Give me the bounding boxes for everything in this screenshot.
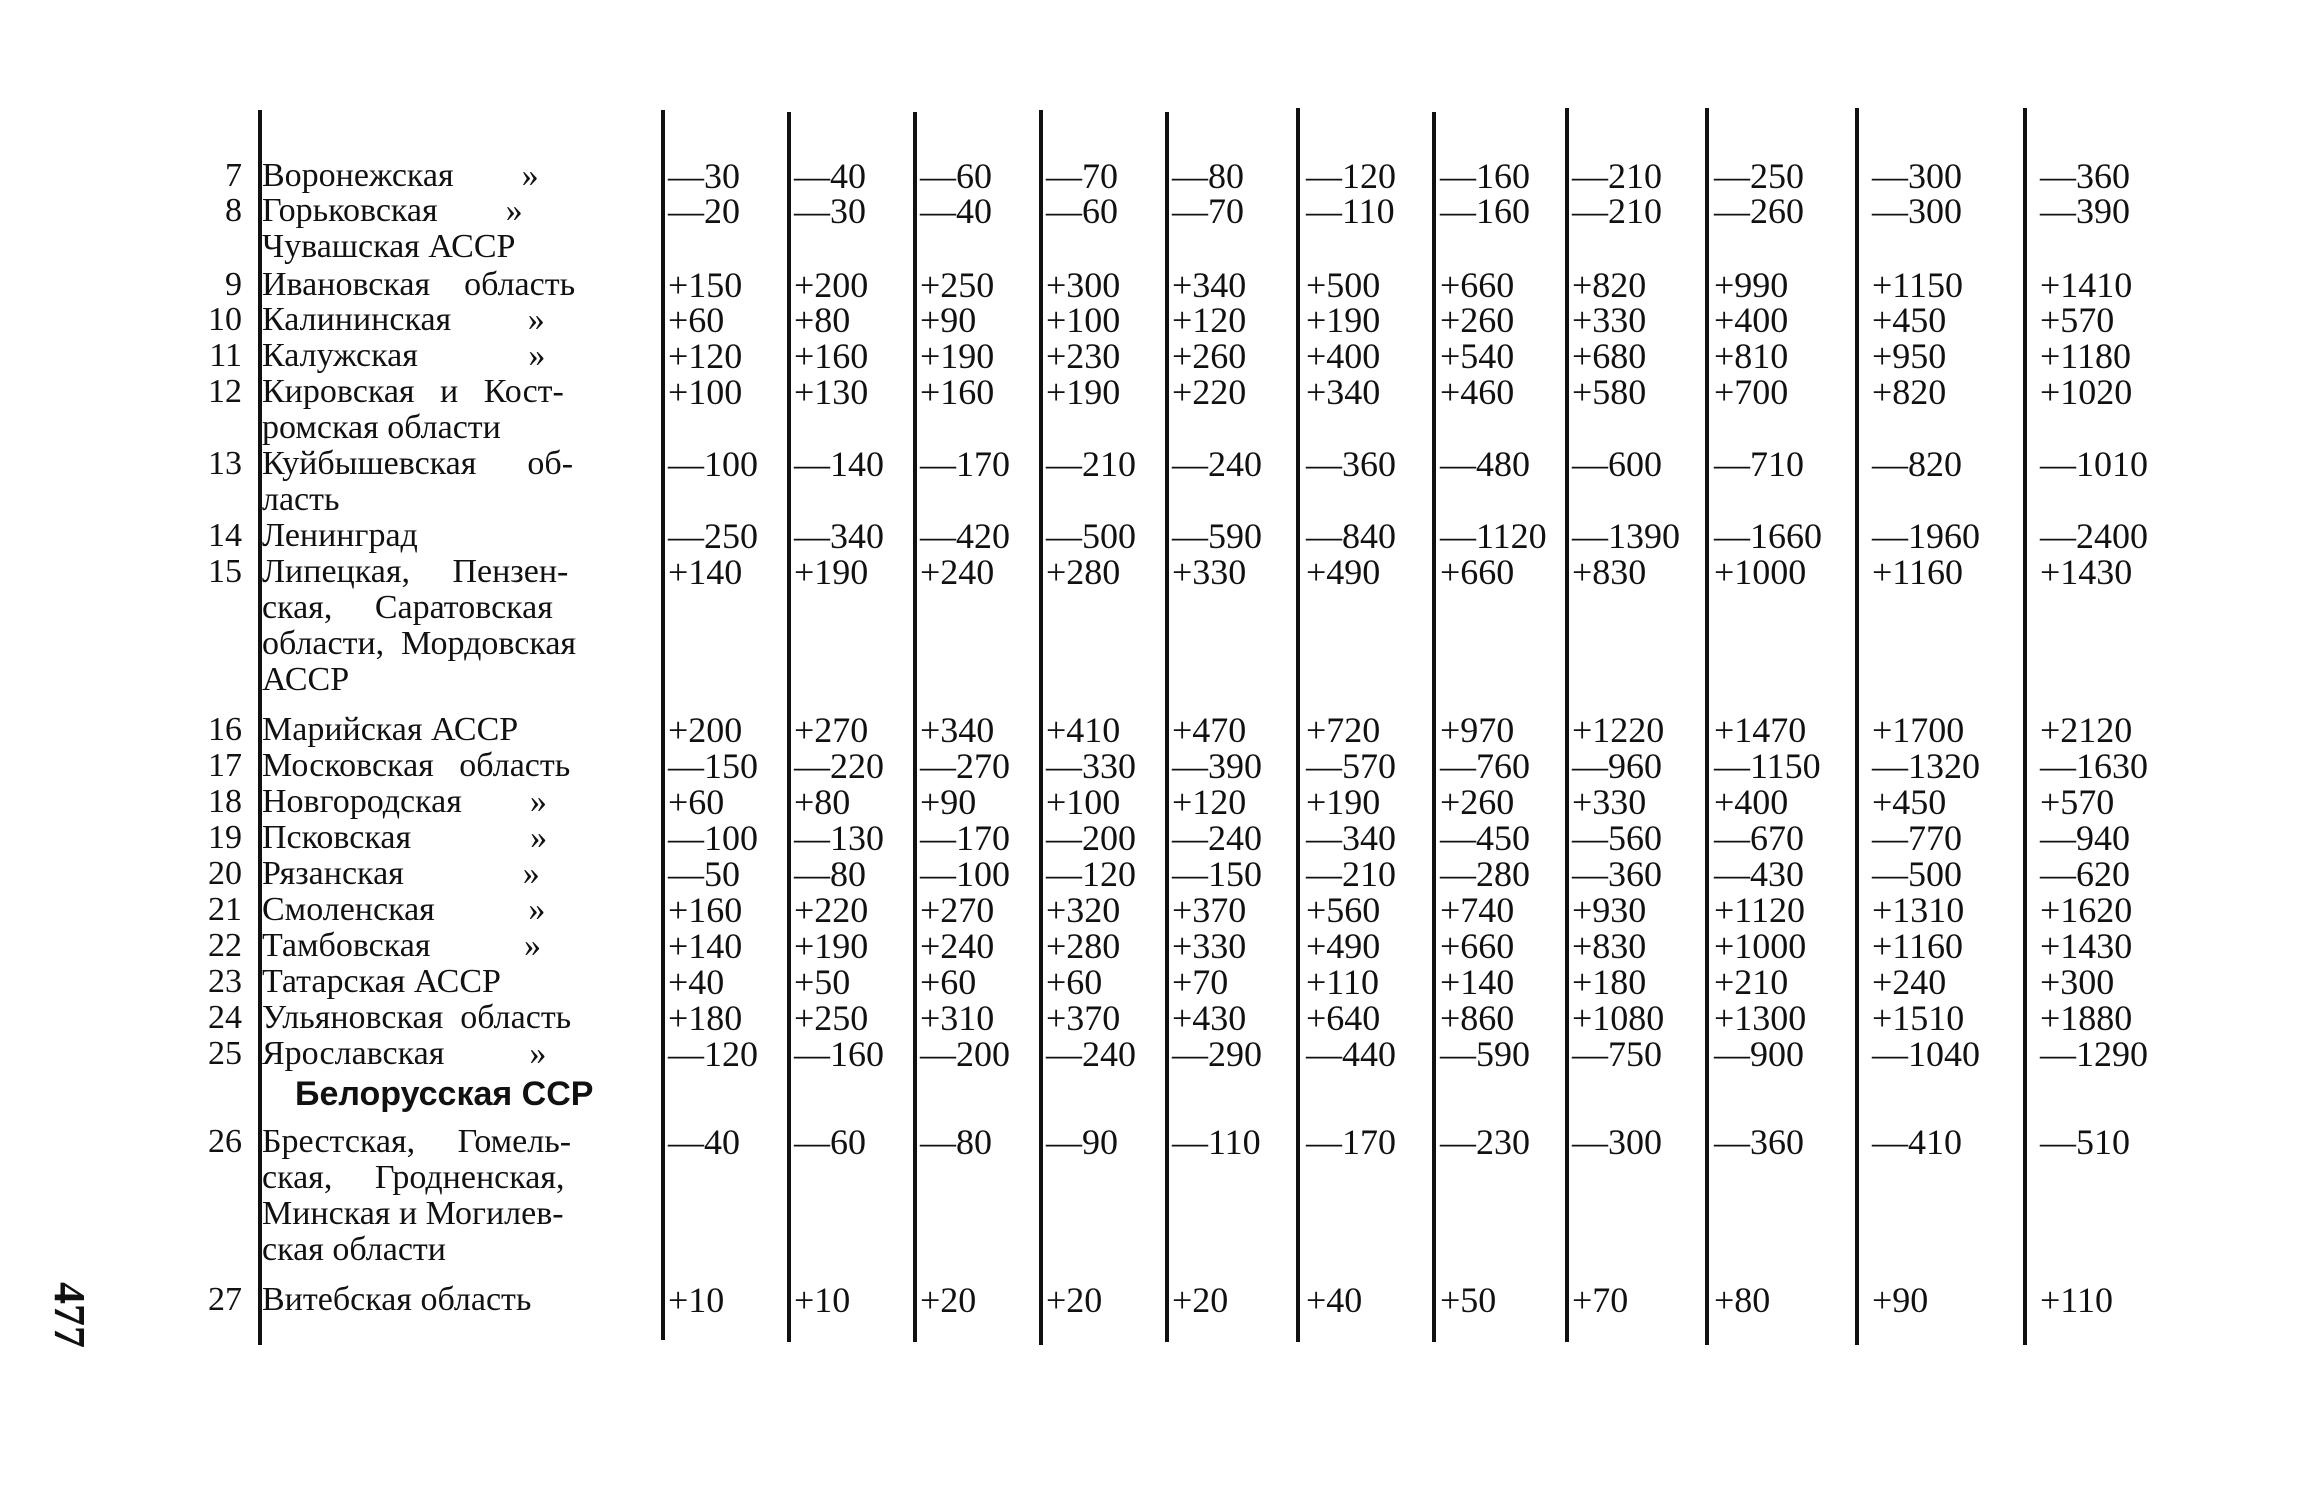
table-cell: +470 <box>1172 710 1247 750</box>
table-cell: —50 <box>668 854 740 894</box>
table-cell: +820 <box>1572 265 1647 305</box>
table-cell: —170 <box>1306 1122 1396 1162</box>
region-name: области, Мордовская <box>262 625 577 662</box>
table-cell: +120 <box>668 336 743 376</box>
table-cell: +10 <box>794 1280 851 1320</box>
table-cell: +100 <box>668 372 743 412</box>
region-name: ская, Саратовская <box>262 589 553 626</box>
table-cell: —80 <box>920 1122 992 1162</box>
table-cell: +660 <box>1440 926 1515 966</box>
table-cell: +100 <box>1046 300 1121 340</box>
table-cell: +400 <box>1714 782 1789 822</box>
table-cell: +720 <box>1306 710 1381 750</box>
table-cell: +220 <box>794 890 869 930</box>
table-cell: +270 <box>920 890 995 930</box>
table-cell: +950 <box>1872 336 1947 376</box>
table-cell: +180 <box>668 998 743 1038</box>
table-cell: +70 <box>1572 1280 1629 1320</box>
table-cell: —560 <box>1572 818 1662 858</box>
table-cell: +680 <box>1572 336 1647 376</box>
table-cell: +20 <box>1172 1280 1229 1320</box>
table-cell: —90 <box>1046 1122 1118 1162</box>
region-name: Ярославская » <box>262 1035 547 1072</box>
table-cell: —330 <box>1046 746 1136 786</box>
table-cell: +70 <box>1172 962 1229 1002</box>
table-cell: +210 <box>1714 962 1789 1002</box>
table-cell: —1290 <box>2040 1034 2148 1074</box>
table-cell: +660 <box>1440 265 1515 305</box>
region-name: ская области <box>262 1231 446 1268</box>
row-number: 27 <box>208 1281 242 1318</box>
table-cell: +1410 <box>2040 265 2133 305</box>
table-cell: +370 <box>1046 998 1121 1038</box>
table-cell: +410 <box>1046 710 1121 750</box>
table-cell: +400 <box>1306 336 1381 376</box>
table-cell: +90 <box>1872 1280 1929 1320</box>
table-cell: —80 <box>794 854 866 894</box>
table-cell: —250 <box>1714 156 1804 196</box>
column-rule <box>1705 108 1709 1345</box>
table-cell: +60 <box>668 782 725 822</box>
table-cell: +450 <box>1872 782 1947 822</box>
table-cell: +1220 <box>1572 710 1665 750</box>
table-cell: +280 <box>1046 552 1121 592</box>
table-cell: —60 <box>1046 191 1118 231</box>
column-rule <box>2023 108 2027 1345</box>
region-name: Воронежская » <box>262 157 539 194</box>
table-cell: +400 <box>1714 300 1789 340</box>
table-cell: —360 <box>2040 156 2130 196</box>
table-cell: +300 <box>1046 265 1121 305</box>
table-cell: —1960 <box>1872 516 1980 556</box>
table-cell: —300 <box>1872 156 1962 196</box>
table-cell: +60 <box>668 300 725 340</box>
region-name: Татарская АССР <box>262 963 501 1000</box>
table-cell: +190 <box>1306 782 1381 822</box>
table-cell: +1620 <box>2040 890 2133 930</box>
table-cell: +140 <box>1440 962 1515 1002</box>
table-cell: —40 <box>920 191 992 231</box>
table-cell: +1510 <box>1872 998 1965 1038</box>
row-number: 18 <box>208 783 242 820</box>
column-rule <box>787 112 791 1342</box>
table-cell: —290 <box>1172 1034 1262 1074</box>
table-cell: —1390 <box>1572 516 1680 556</box>
table-cell: +310 <box>920 998 995 1038</box>
table-cell: +1700 <box>1872 710 1965 750</box>
table-cell: —130 <box>794 818 884 858</box>
region-name: Ульяновская область <box>262 999 572 1036</box>
region-name: Брестская, Гомель- <box>262 1123 572 1160</box>
region-name: Липецкая, Пензен- <box>262 553 569 590</box>
table-cell: —390 <box>2040 191 2130 231</box>
table-cell: +50 <box>1440 1280 1497 1320</box>
table-cell: +190 <box>920 336 995 376</box>
table-cell: +160 <box>794 336 869 376</box>
row-number: 7 <box>225 157 242 194</box>
table-cell: —160 <box>1440 191 1530 231</box>
table-cell: +60 <box>920 962 977 1002</box>
table-cell: +240 <box>920 552 995 592</box>
table-cell: —500 <box>1872 854 1962 894</box>
row-number: 12 <box>208 373 242 410</box>
table-cell: —360 <box>1714 1122 1804 1162</box>
table-cell: —820 <box>1872 444 1962 484</box>
table-cell: —260 <box>1714 191 1804 231</box>
table-cell: —110 <box>1172 1122 1261 1162</box>
region-name: Московская область <box>262 747 571 784</box>
column-rule <box>1296 108 1300 1342</box>
table-cell: +860 <box>1440 998 1515 1038</box>
region-name: Псковская » <box>262 819 548 856</box>
table-cell: +190 <box>1306 300 1381 340</box>
table-cell: —70 <box>1046 156 1118 196</box>
table-cell: +40 <box>1306 1280 1363 1320</box>
table-cell: +660 <box>1440 552 1515 592</box>
table-cell: —340 <box>1306 818 1396 858</box>
table-cell: +200 <box>668 710 743 750</box>
table-cell: —770 <box>1872 818 1962 858</box>
table-cell: +460 <box>1440 372 1515 412</box>
table-cell: —210 <box>1572 191 1662 231</box>
table-cell: +1160 <box>1872 926 1963 966</box>
table-cell: +40 <box>668 962 725 1002</box>
row-number: 22 <box>208 927 242 964</box>
table-cell: +450 <box>1872 300 1947 340</box>
table-cell: +190 <box>794 926 869 966</box>
table-cell: —410 <box>1872 1122 1962 1162</box>
table-cell: +140 <box>668 552 743 592</box>
table-cell: —360 <box>1572 854 1662 894</box>
table-cell: +80 <box>794 300 851 340</box>
table-cell: +50 <box>794 962 851 1002</box>
table-cell: —900 <box>1714 1034 1804 1074</box>
table-cell: +370 <box>1172 890 1247 930</box>
table-cell: —140 <box>794 444 884 484</box>
region-name: ласть <box>262 481 340 518</box>
table-cell: —120 <box>668 1034 758 1074</box>
table-cell: +1150 <box>1872 265 1963 305</box>
table-cell: —300 <box>1872 191 1962 231</box>
table-cell: —1630 <box>2040 746 2148 786</box>
region-name: Кировская и Кост- <box>262 373 564 410</box>
table-cell: —20 <box>668 191 740 231</box>
column-rule <box>913 112 917 1342</box>
region-name: Калининская » <box>262 301 545 338</box>
table-cell: —120 <box>1046 854 1136 894</box>
table-cell: +1160 <box>1872 552 1963 592</box>
section-title: Белорусская ССР <box>295 1075 594 1113</box>
table-cell: +260 <box>1440 782 1515 822</box>
table-cell: —230 <box>1440 1122 1530 1162</box>
table-cell: —240 <box>1172 444 1262 484</box>
table-cell: +320 <box>1046 890 1121 930</box>
table-cell: —160 <box>794 1034 884 1074</box>
table-cell: +810 <box>1714 336 1789 376</box>
table-cell: —670 <box>1714 818 1804 858</box>
row-number: 10 <box>208 301 242 338</box>
table-cell: +830 <box>1572 552 1647 592</box>
table-cell: —600 <box>1572 444 1662 484</box>
column-rule <box>1855 108 1859 1345</box>
region-name: Витебская область <box>262 1281 532 1318</box>
table-cell: +330 <box>1172 552 1247 592</box>
table-cell: —210 <box>1306 854 1396 894</box>
row-number: 13 <box>208 445 242 482</box>
column-rule <box>1165 112 1169 1342</box>
table-cell: —340 <box>794 516 884 556</box>
column-rule <box>1039 110 1043 1345</box>
table-cell: +1430 <box>2040 926 2133 966</box>
table-cell: —620 <box>2040 854 2130 894</box>
row-number: 21 <box>208 891 242 928</box>
table-cell: —70 <box>1172 191 1244 231</box>
table-cell: +1120 <box>1714 890 1805 930</box>
table-cell: +490 <box>1306 552 1381 592</box>
table-cell: —200 <box>1046 818 1136 858</box>
table-cell: —210 <box>1046 444 1136 484</box>
table-cell: +190 <box>794 552 869 592</box>
table-cell: —110 <box>1306 191 1395 231</box>
table-cell: +930 <box>1572 890 1647 930</box>
region-name: ромская области <box>262 409 501 446</box>
table-cell: +260 <box>1172 336 1247 376</box>
table-cell: —150 <box>668 746 758 786</box>
row-number: 19 <box>208 819 242 856</box>
table-cell: —100 <box>920 854 1010 894</box>
table-cell: +90 <box>920 782 977 822</box>
table-cell: —360 <box>1306 444 1396 484</box>
table-cell: —240 <box>1172 818 1262 858</box>
region-name: ская, Гродненская, <box>262 1159 565 1196</box>
table-cell: +160 <box>668 890 743 930</box>
table-cell: —570 <box>1306 746 1396 786</box>
table-cell: —170 <box>920 444 1010 484</box>
table-cell: +240 <box>920 926 995 966</box>
table-cell: —60 <box>920 156 992 196</box>
row-number: 20 <box>208 855 242 892</box>
table-cell: +700 <box>1714 372 1789 412</box>
table-cell: —590 <box>1172 516 1262 556</box>
table-cell: +240 <box>1872 962 1947 1002</box>
row-number: 23 <box>208 963 242 1000</box>
table-cell: —120 <box>1306 156 1396 196</box>
row-number: 17 <box>208 747 242 784</box>
table-cell: —750 <box>1572 1034 1662 1074</box>
table-cell: +1000 <box>1714 552 1807 592</box>
table-cell: +190 <box>1046 372 1121 412</box>
table-cell: +10 <box>668 1280 725 1320</box>
region-name: Чувашская АССР <box>262 228 516 265</box>
table-cell: +110 <box>1306 962 1379 1002</box>
table-cell: —170 <box>920 818 1010 858</box>
row-number: 16 <box>208 711 242 748</box>
region-name: Калужская » <box>262 337 546 374</box>
table-cell: +570 <box>2040 782 2115 822</box>
table-cell: +1470 <box>1714 710 1807 750</box>
table-cell: —480 <box>1440 444 1530 484</box>
table-cell: +970 <box>1440 710 1515 750</box>
table-cell: +580 <box>1572 372 1647 412</box>
region-name: Марийская АССР <box>262 711 519 748</box>
table-cell: +340 <box>1172 265 1247 305</box>
table-cell: +340 <box>1306 372 1381 412</box>
table-cell: —420 <box>920 516 1010 556</box>
table-cell: +260 <box>1440 300 1515 340</box>
table-cell: +60 <box>1046 962 1103 1002</box>
table-cell: —60 <box>794 1122 866 1162</box>
table-cell: —1150 <box>1714 746 1821 786</box>
region-name: Рязанская » <box>262 855 540 892</box>
table-cell: +500 <box>1306 265 1381 305</box>
table-cell: —240 <box>1046 1034 1136 1074</box>
table-cell: —1320 <box>1872 746 1980 786</box>
table-cell: —40 <box>794 156 866 196</box>
table-cell: —220 <box>794 746 884 786</box>
table-cell: —450 <box>1440 818 1530 858</box>
column-rule <box>661 110 665 1340</box>
table-cell: —1660 <box>1714 516 1822 556</box>
table-cell: +280 <box>1046 926 1121 966</box>
table-cell: +300 <box>2040 962 2115 1002</box>
region-name: Тамбовская » <box>262 927 542 964</box>
page-number: 477 <box>45 1282 94 1348</box>
table-cell: +120 <box>1172 782 1247 822</box>
table-cell: —270 <box>920 746 1010 786</box>
table-cell: —200 <box>920 1034 1010 1074</box>
table-cell: +90 <box>920 300 977 340</box>
row-number: 14 <box>208 517 242 554</box>
table-cell: —590 <box>1440 1034 1530 1074</box>
table-cell: +740 <box>1440 890 1515 930</box>
region-name: Ивановская область <box>262 266 576 303</box>
table-cell: +20 <box>1046 1280 1103 1320</box>
table-cell: +1020 <box>2040 372 2133 412</box>
table-cell: —1010 <box>2040 444 2148 484</box>
table-cell: +1310 <box>1872 890 1965 930</box>
table-cell: +430 <box>1172 998 1247 1038</box>
column-rule <box>1565 108 1569 1342</box>
table-cell: +110 <box>2040 1280 2113 1320</box>
table-cell: —160 <box>1440 156 1530 196</box>
table-cell: —1040 <box>1872 1034 1980 1074</box>
table-cell: +140 <box>668 926 743 966</box>
table-cell: —2400 <box>2040 516 2148 556</box>
table-cell: +2120 <box>2040 710 2133 750</box>
row-number: 25 <box>208 1035 242 1072</box>
table-cell: +150 <box>668 265 743 305</box>
table-cell: +330 <box>1172 926 1247 966</box>
region-name: Горьковская » <box>262 192 523 229</box>
table-cell: +120 <box>1172 300 1247 340</box>
table-cell: —100 <box>668 818 758 858</box>
table-cell: +560 <box>1306 890 1381 930</box>
table-cell: —510 <box>2040 1122 2130 1162</box>
region-name: АССР <box>262 661 350 698</box>
table-cell: +330 <box>1572 782 1647 822</box>
table-cell: —30 <box>668 156 740 196</box>
table-cell: +1000 <box>1714 926 1807 966</box>
table-cell: +1300 <box>1714 998 1807 1038</box>
table-cell: +1880 <box>2040 998 2133 1038</box>
table-cell: +180 <box>1572 962 1647 1002</box>
table-cell: —210 <box>1572 156 1662 196</box>
table-cell: —30 <box>794 191 866 231</box>
table-cell: +270 <box>794 710 869 750</box>
table-cell: +200 <box>794 265 869 305</box>
table-cell: —280 <box>1440 854 1530 894</box>
table-cell: +990 <box>1714 265 1789 305</box>
table-cell: —960 <box>1572 746 1662 786</box>
table-cell: —80 <box>1172 156 1244 196</box>
table-cell: +80 <box>1714 1280 1771 1320</box>
table-cell: +340 <box>920 710 995 750</box>
table-cell: +220 <box>1172 372 1247 412</box>
table-cell: +100 <box>1046 782 1121 822</box>
table-cell: —940 <box>2040 818 2130 858</box>
table-cell: —840 <box>1306 516 1396 556</box>
table-cell: —760 <box>1440 746 1530 786</box>
row-number: 24 <box>208 999 242 1036</box>
table-cell: +250 <box>794 998 869 1038</box>
table-cell: —40 <box>668 1122 740 1162</box>
row-number: 9 <box>225 266 242 303</box>
region-name: Куйбышевская об- <box>262 445 574 482</box>
table-cell: —430 <box>1714 854 1804 894</box>
table-cell: +540 <box>1440 336 1515 376</box>
table-cell: +250 <box>920 265 995 305</box>
table-cell: +80 <box>794 782 851 822</box>
table-cell: +820 <box>1872 372 1947 412</box>
table-cell: +640 <box>1306 998 1381 1038</box>
table-cell: +490 <box>1306 926 1381 966</box>
table-cell: —250 <box>668 516 758 556</box>
table-cell: —500 <box>1046 516 1136 556</box>
table-cell: +570 <box>2040 300 2115 340</box>
table-cell: —100 <box>668 444 758 484</box>
table-cell: —300 <box>1572 1122 1662 1162</box>
region-name: Новгородская » <box>262 783 547 820</box>
region-name: Ленинград <box>262 517 418 554</box>
row-number: 11 <box>209 337 242 374</box>
table-cell: —390 <box>1172 746 1262 786</box>
table-cell: +130 <box>794 372 869 412</box>
column-rule <box>1432 112 1436 1342</box>
table-cell: —440 <box>1306 1034 1396 1074</box>
region-name: Минская и Могилев- <box>262 1195 564 1232</box>
table-cell: +20 <box>920 1280 977 1320</box>
row-number: 8 <box>225 192 242 229</box>
table-cell: +1430 <box>2040 552 2133 592</box>
row-number: 26 <box>208 1123 242 1160</box>
table-cell: +230 <box>1046 336 1121 376</box>
region-name: Смоленская » <box>262 891 546 928</box>
table-cell: +1180 <box>2040 336 2131 376</box>
table-cell: +160 <box>920 372 995 412</box>
row-number: 15 <box>208 553 242 590</box>
table-cell: +830 <box>1572 926 1647 966</box>
table-cell: —150 <box>1172 854 1262 894</box>
table-cell: —1120 <box>1440 516 1547 556</box>
table-cell: +330 <box>1572 300 1647 340</box>
table-cell: +1080 <box>1572 998 1665 1038</box>
table-cell: —710 <box>1714 444 1804 484</box>
